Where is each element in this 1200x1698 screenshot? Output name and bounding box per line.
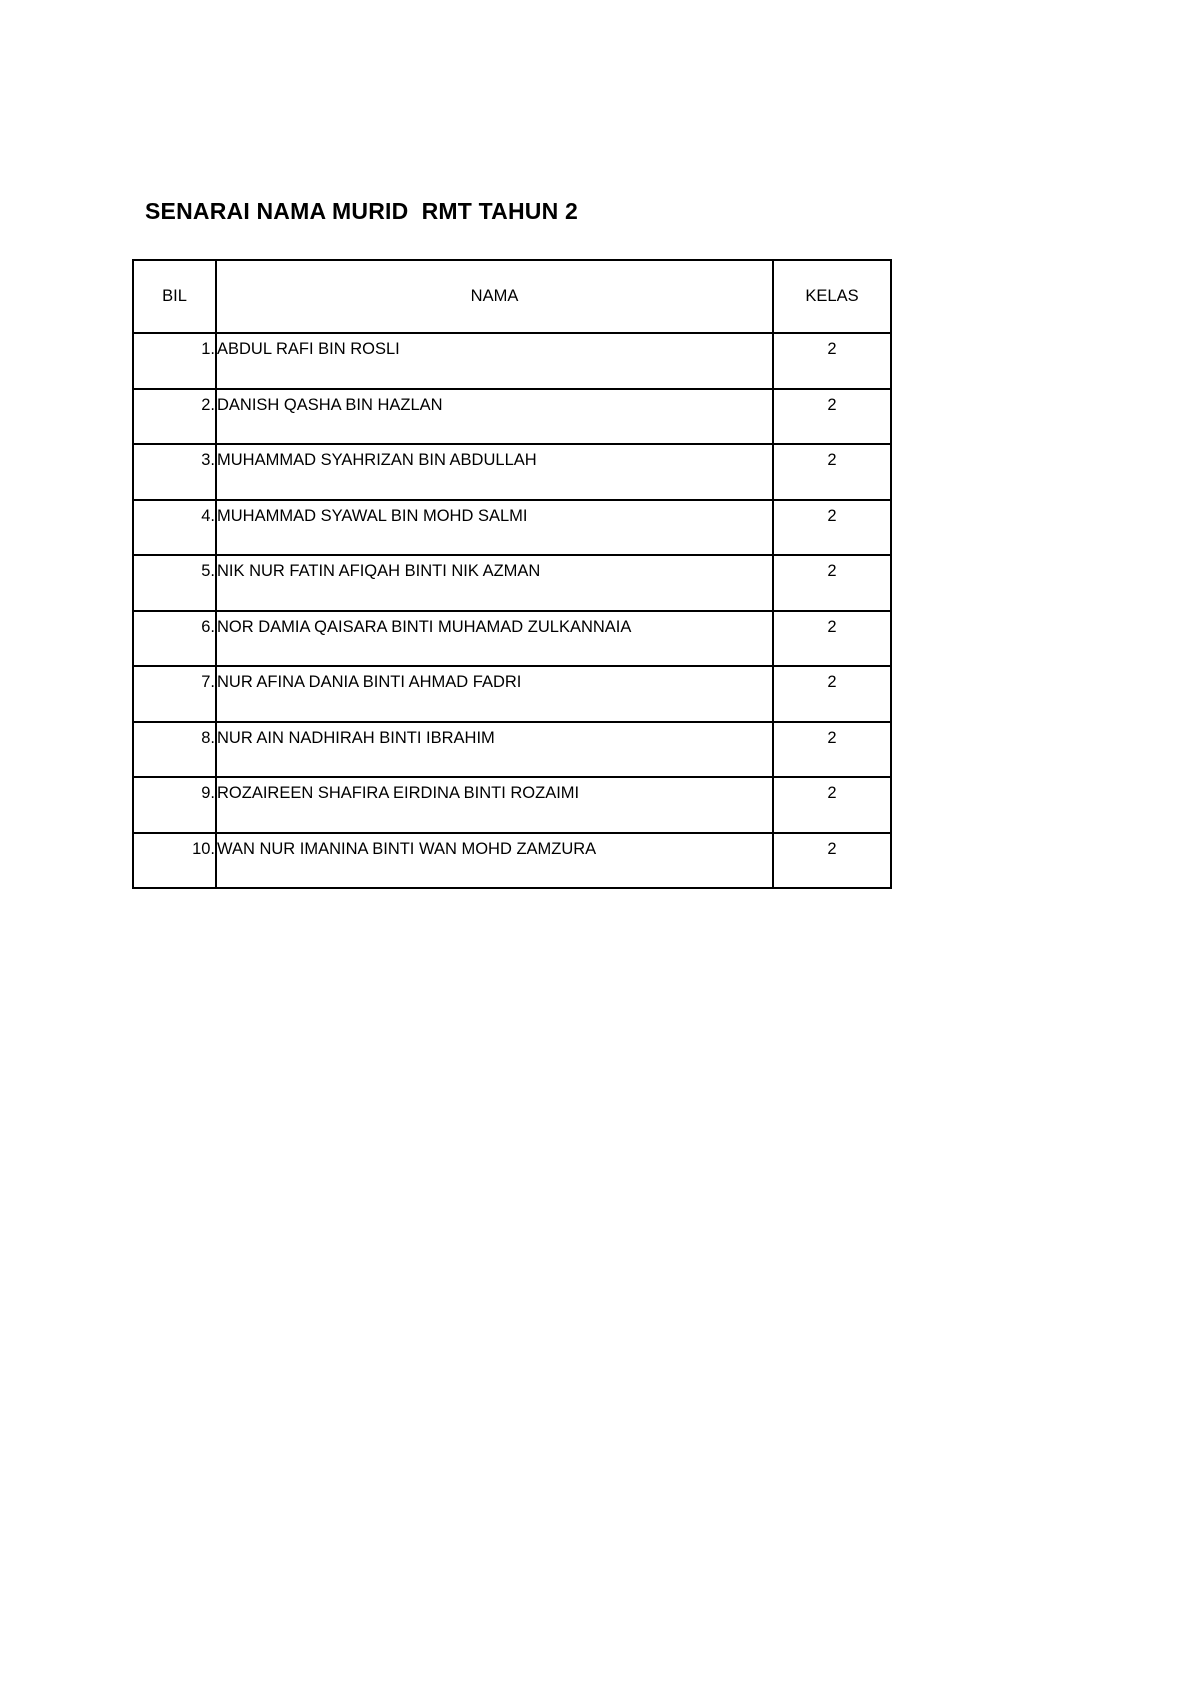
cell-bil: 5. bbox=[133, 555, 216, 611]
table-row bbox=[133, 444, 891, 500]
cell-kelas: 2 bbox=[773, 722, 891, 778]
cell-nama: MUHAMMAD SYAHRIZAN BIN ABDULLAH bbox=[216, 444, 773, 500]
cell-bil: 6. bbox=[133, 611, 216, 667]
table-row bbox=[133, 833, 891, 889]
table-row bbox=[133, 389, 891, 445]
cell-bil: 10. bbox=[133, 833, 216, 889]
cell-kelas: 2 bbox=[773, 333, 891, 389]
cell-nama: NOR DAMIA QAISARA BINTI MUHAMAD ZULKANNAIA bbox=[216, 611, 773, 667]
cell-bil: 8. bbox=[133, 722, 216, 778]
student-table bbox=[132, 259, 892, 889]
table-row bbox=[133, 777, 891, 833]
cell-bil: 4. bbox=[133, 500, 216, 556]
cell-kelas: 2 bbox=[773, 611, 891, 667]
cell-nama: ABDUL RAFI BIN ROSLI bbox=[216, 333, 773, 389]
table-row bbox=[133, 722, 891, 778]
header-bil: BIL bbox=[133, 260, 216, 333]
cell-bil: 7. bbox=[133, 666, 216, 722]
cell-nama: WAN NUR IMANINA BINTI WAN MOHD ZAMZURA bbox=[216, 833, 773, 889]
cell-nama: NUR AFINA DANIA BINTI AHMAD FADRI bbox=[216, 666, 773, 722]
table-row bbox=[133, 611, 891, 667]
cell-kelas: 2 bbox=[773, 777, 891, 833]
table-row bbox=[133, 500, 891, 556]
cell-kelas: 2 bbox=[773, 500, 891, 556]
cell-nama: NUR AIN NADHIRAH BINTI IBRAHIM bbox=[216, 722, 773, 778]
cell-bil: 1. bbox=[133, 333, 216, 389]
table-header-row bbox=[133, 260, 891, 333]
table-row bbox=[133, 666, 891, 722]
cell-bil: 3. bbox=[133, 444, 216, 500]
cell-kelas: 2 bbox=[773, 833, 891, 889]
cell-kelas: 2 bbox=[773, 444, 891, 500]
cell-kelas: 2 bbox=[773, 389, 891, 445]
page-title: SENARAI NAMA MURID RMT TAHUN 2 bbox=[145, 198, 578, 224]
cell-nama: MUHAMMAD SYAWAL BIN MOHD SALMI bbox=[216, 500, 773, 556]
header-kelas: KELAS bbox=[773, 260, 891, 333]
cell-bil: 2. bbox=[133, 389, 216, 445]
cell-kelas: 2 bbox=[773, 666, 891, 722]
cell-nama: NIK NUR FATIN AFIQAH BINTI NIK AZMAN bbox=[216, 555, 773, 611]
table-row bbox=[133, 333, 891, 389]
cell-kelas: 2 bbox=[773, 555, 891, 611]
header-nama: NAMA bbox=[216, 260, 773, 333]
cell-nama: DANISH QASHA BIN HAZLAN bbox=[216, 389, 773, 445]
cell-nama: ROZAIREEN SHAFIRA EIRDINA BINTI ROZAIMI bbox=[216, 777, 773, 833]
table-row bbox=[133, 555, 891, 611]
cell-bil: 9. bbox=[133, 777, 216, 833]
